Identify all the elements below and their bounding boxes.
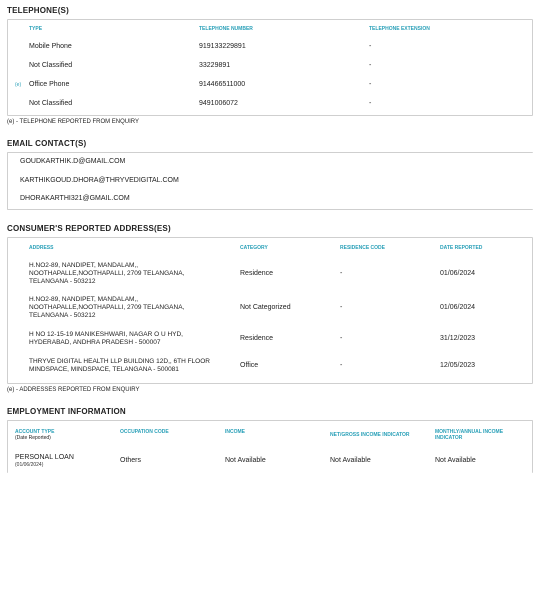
- address-value: H NO 12-15-19 MANIKESHWARI, NAGAR O U HYD, HYDERABAD, ANDHRA PRADESH - 500007: [29, 331, 183, 346]
- addresses-table-box: [7, 237, 533, 384]
- telephones-footnote: (e) - TELEPHONE REPORTED FROM ENQUIRY: [7, 119, 140, 125]
- residence-code: -: [340, 270, 343, 277]
- table-row: [29, 257, 532, 291]
- emails-box: [7, 152, 533, 210]
- addresses-table: [29, 238, 532, 379]
- account-date-value: (01/06/2024): [15, 461, 44, 468]
- date-reported: 12/05/2023: [440, 362, 476, 369]
- telephone-extension: -: [369, 42, 372, 50]
- date-reported: 01/06/2024: [440, 304, 476, 311]
- table-row: [29, 353, 532, 379]
- category-header: CATEGORY: [240, 244, 268, 251]
- telephone-number-header: TELEPHONE NUMBER: [199, 25, 253, 32]
- net-gross-value: Not Available: [330, 457, 371, 464]
- address-category: Not Categorized: [240, 304, 291, 311]
- employment-table-box: [7, 420, 533, 473]
- income-header: INCOME: [225, 429, 245, 435]
- telephone-type-header: TYPE: [29, 25, 43, 32]
- address-category: Residence: [240, 270, 274, 277]
- telephone-extension: -: [369, 61, 372, 69]
- email-item: GOUDKARTHIK.D@GMAIL.COM: [20, 158, 126, 165]
- telephone-extension: -: [369, 80, 372, 88]
- addresses-footnote: (e) - ADDRESSES REPORTED FROM ENQUIRY: [7, 387, 140, 393]
- telephone-number: 914466511000: [199, 80, 246, 88]
- date-reported-subheader: (Date Reported): [15, 434, 51, 441]
- telephones-table: [15, 20, 532, 113]
- telephones-table-box: [7, 19, 533, 116]
- table-row: [29, 291, 532, 325]
- residence-code: -: [340, 335, 343, 342]
- telephone-number: 33229891: [199, 61, 231, 69]
- address-value: THRYVE DIGITAL HEALTH LLP BUILDING 12D,, 6TH FLOOR MINDSPACE, MINDSPACE, TELANGANA - 500081: [29, 358, 210, 373]
- date-reported-header: DATE REPORTED: [440, 244, 483, 251]
- monthly-annual-value: Not Available: [435, 457, 476, 464]
- telephone-type: Office Phone: [29, 80, 70, 88]
- income-value: Not Available: [225, 457, 266, 464]
- emails-section-title: EMAIL CONTACT(S): [7, 139, 87, 148]
- address-value: H.NO2-89, NANDIPET, MANDALAM,, NOOTHAPALLE,NOOTHAPALLI, 2709 TELANGANA, TELANGANA - 503212: [29, 296, 185, 319]
- account-type-header: ACCOUNT TYPE: [15, 428, 55, 435]
- telephones-section-title: TELEPHONE(S): [7, 6, 69, 15]
- monthly-annual-income-header: MONTHLY/ANNUAL INCOME INDICATOR: [435, 429, 504, 441]
- telephone-type: Not Classified: [29, 61, 73, 69]
- table-row: [29, 75, 532, 94]
- date-reported: 31/12/2023: [440, 335, 476, 342]
- table-row: [29, 56, 532, 75]
- table-row: [15, 449, 532, 473]
- page-top-fragment: [7, 0, 533, 6]
- table-row: [29, 325, 532, 353]
- occupation-code-value: Others: [120, 457, 142, 464]
- date-reported: 01/06/2024: [440, 270, 476, 277]
- telephone-extension-header: TELEPHONE EXTENSION: [369, 25, 430, 32]
- employment-table: [15, 421, 532, 473]
- telephone-type: Not Classified: [29, 99, 73, 107]
- table-row: [29, 94, 532, 113]
- address-category: Residence: [240, 335, 274, 342]
- account-type-value: PERSONAL LOAN: [15, 453, 74, 461]
- residence-code: -: [340, 304, 343, 311]
- occupation-code-header: OCCUPATION CODE: [120, 429, 169, 435]
- net-gross-income-header: NET/GROSS INCOME INDICATOR: [330, 432, 410, 438]
- enquiry-marker: (e): [15, 81, 22, 88]
- telephone-type: Mobile Phone: [29, 42, 72, 50]
- residence-code-header: RESIDENCE CODE: [340, 244, 386, 251]
- telephone-extension: -: [369, 99, 372, 107]
- email-item: KARTHIKGOUD.DHORA@THRYVEDIGITAL.COM: [20, 176, 179, 184]
- address-value: H.NO2-89, NANDIPET, MANDALAM,, NOOTHAPALLE,NOOTHAPALLI, 2709 TELANGANA, TELANGANA - 503212: [29, 262, 185, 285]
- employment-section-title: EMPLOYMENT INFORMATION: [7, 407, 126, 416]
- address-category: Office: [240, 362, 259, 369]
- address-header: ADDRESS: [29, 244, 54, 251]
- residence-code: -: [340, 362, 343, 369]
- telephone-number: 919133229891: [199, 42, 246, 50]
- email-item: DHORAKARTHI321@GMAIL.COM: [20, 195, 130, 203]
- table-row: [29, 37, 532, 56]
- telephone-number: 9491006072: [199, 99, 238, 107]
- addresses-section-title: CONSUMER'S REPORTED ADDRESS(ES): [7, 224, 171, 233]
